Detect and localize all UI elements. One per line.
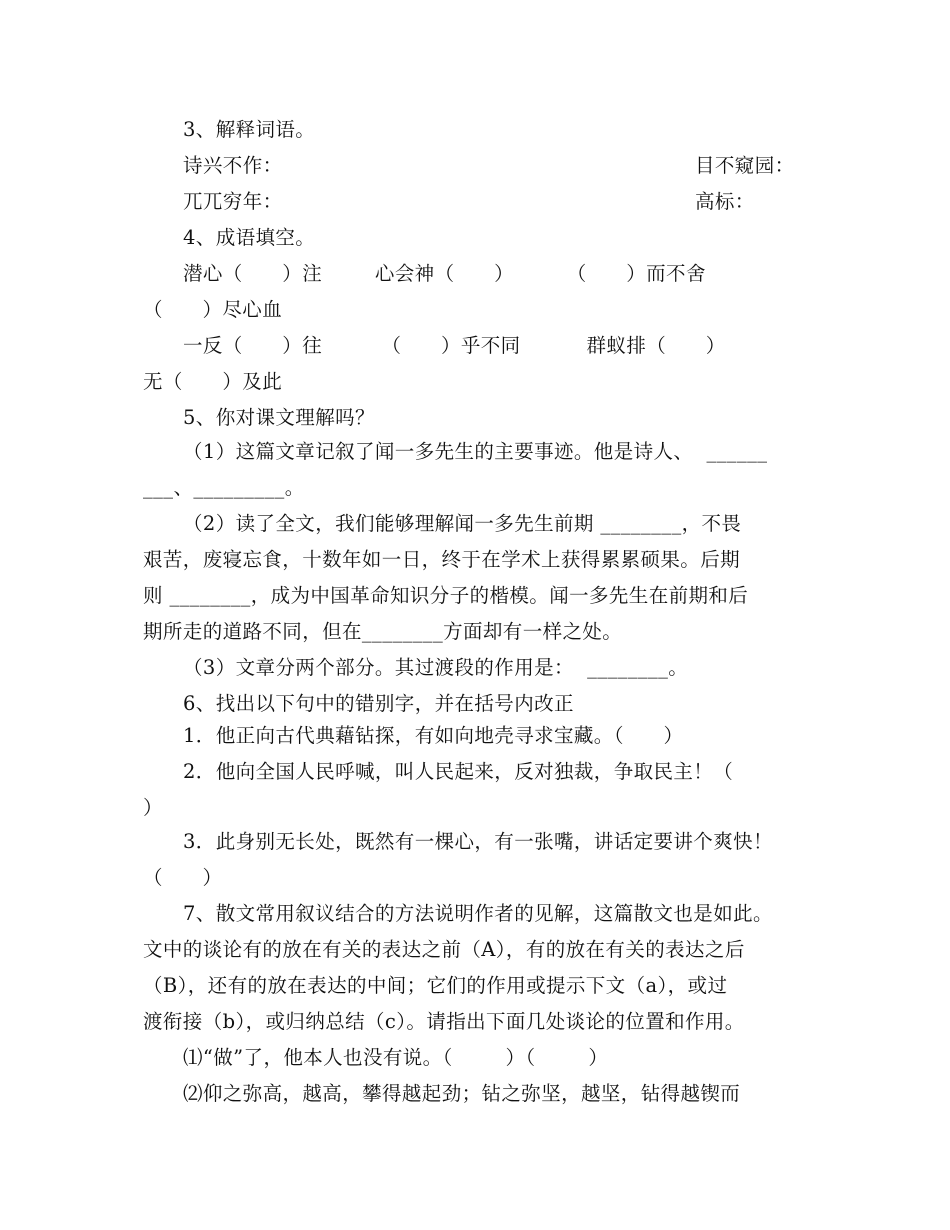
q6-item-3: 3．此身别无长处，既然有一棵心，有一张嘴，讲话定要讲个爽快！ — [183, 830, 773, 853]
q5-part-1-cont: ___、_________。 — [143, 476, 305, 499]
idiom-line-2-cont: 无（ ）及此 — [143, 370, 283, 393]
q6-item-1: 1．他正向古代典藉钻探，有如向地壳寻求宝藏。（ ） — [183, 724, 684, 747]
q5-part-2-line-2: 艰苦，废寝忘食，十数年如一日，终于在学术上获得累累硕果。后期 — [143, 548, 741, 571]
q7-text-line-2: 文中的谈论有的放在有关的表达之前（A），有的放在有关的表达之后 — [143, 938, 745, 961]
q6-item-2: 2．他向全国人民呼喊，叫人民起来，反对独裁，争取民主！（ — [183, 760, 734, 783]
q5-part-3: （3）文章分两个部分。其过渡段的作用是： ________。 — [183, 656, 689, 679]
term-shixingbuzuo: 诗兴不作： — [183, 154, 283, 177]
question-7-heading: 7、散文常用叙议结合的方法说明作者的见解，这篇散文也是如此。 — [183, 902, 773, 925]
q5-part-1: （1）这篇文章记叙了闻一多先生的主要事迹。他是诗人、 ______ — [183, 440, 768, 463]
q6-item-3-cont: （ ） — [143, 866, 223, 889]
question-3-heading: 3、解释词语。 — [183, 118, 316, 141]
term-mubukuiyuan: 目不窥园： — [695, 154, 795, 177]
q5-part-2-line-4: 期所走的道路不同，但在________方面却有一样之处。 — [143, 620, 623, 643]
q7-item-2: ⑵仰之弥高，越高，攀得越起劲；钻之弥坚，越坚，钻得越锲而 — [183, 1082, 741, 1105]
q5-part-2: （2）读了全文，我们能够理解闻一多先生前期 ________，不畏 — [183, 512, 742, 535]
idiom-line-1: 潜心（ ）注 心会神（ ） （ ）而不舍 — [183, 262, 706, 285]
idiom-line-2: 一反（ ）往 （ ）乎不同 群蚁排（ ） — [183, 334, 726, 357]
q6-item-2-cont: ） — [143, 796, 163, 819]
question-4-heading: 4、成语填空。 — [183, 226, 316, 249]
q5-part-2-line-3: 则 ________，成为中国革命知识分子的楷模。闻一多先生在前期和后 — [143, 584, 749, 607]
q7-item-1: ⑴“做”了，他本人也没有说。（ ）（ ） — [183, 1046, 609, 1069]
q7-text-line-3: （B），还有的放在表达的中间；它们的作用或提示下文（a），或过 — [143, 974, 728, 997]
idiom-line-1-cont: （ ）尽心血 — [143, 298, 283, 321]
term-wuwuqiongnian: 兀兀穷年： — [183, 190, 283, 213]
question-5-heading: 5、你对课文理解吗？ — [183, 406, 375, 429]
q7-text-line-4: 渡衔接（b），或归纳总结（c）。请指出下面几处谈论的位置和作用。 — [143, 1010, 745, 1033]
question-6-heading: 6、找出以下句中的错别字，并在括号内改正 — [183, 692, 574, 715]
term-gaobiao: 高标： — [695, 190, 755, 213]
